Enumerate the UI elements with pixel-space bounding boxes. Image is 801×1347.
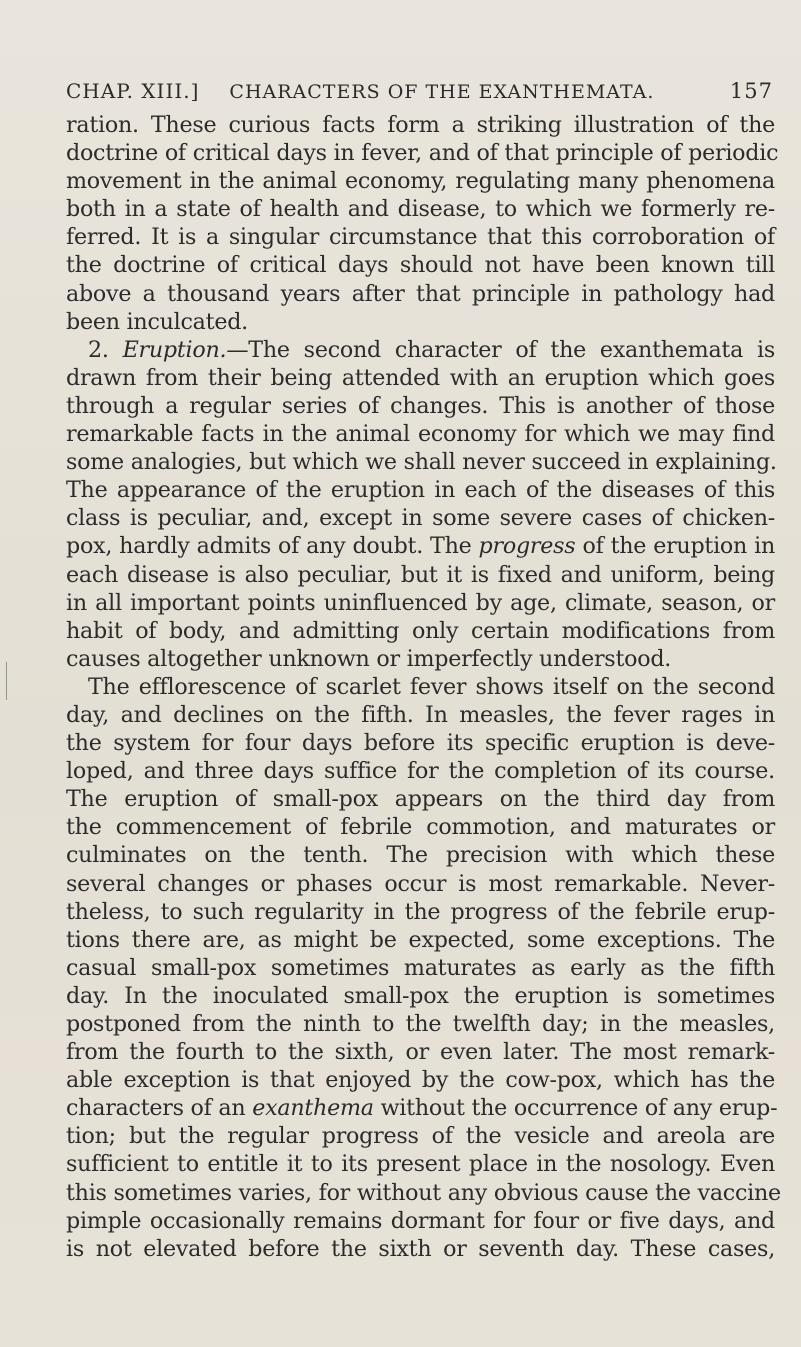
text-line: pimple occasionally remains dormant for four or five days, and	[66, 1207, 775, 1234]
text-fragment: pox, hardly admits of any doubt. The	[66, 533, 479, 560]
italic-word: exanthema	[252, 1095, 374, 1122]
text-line: loped, and three days suffice for the completion of its course.	[66, 758, 775, 785]
text-line: each disease is also peculiar, but it is fixed and uniform, being	[66, 561, 775, 588]
text-line	[66, 336, 775, 364]
text-line: postponed from the ninth to the twelfth day; in the measles,	[66, 1011, 775, 1037]
text-line: tions there are, as might be expected, some exceptions. The	[66, 926, 775, 953]
page-number: 157	[729, 79, 773, 103]
text-line: The eruption of small-pox appears on the third day from	[66, 786, 775, 813]
paragraph-3	[66, 673, 781, 1263]
text-line	[66, 1094, 778, 1122]
italic-word: progress	[478, 533, 576, 560]
text-line: several changes or phases occur is most remarkable. Never-	[66, 870, 775, 897]
text-line: theless, to such regularity in the progress of the febrile erup-	[66, 898, 775, 925]
text-line: some analogies, but which we shall never succeed in explaining.	[66, 449, 777, 476]
text-line: this sometimes varies, for without any obvious cause the vaccine	[66, 1179, 781, 1206]
text-line: class is peculiar, and, except in some severe cases of chicken-	[66, 505, 775, 532]
text-line: drawn from their being attended with an eruption which goes	[66, 364, 775, 391]
text-line: day, and declines on the fifth. In measles, the fever rages in	[66, 701, 775, 728]
text-line: The efflorescence of scarlet fever shows itself on the second	[88, 673, 775, 700]
text-line: tion; but the regular progress of the vesicle and areola are	[66, 1123, 775, 1150]
text-line	[66, 532, 775, 560]
paragraph-2	[66, 336, 775, 673]
text-line: causes altogether unknown or imperfectly understood.	[66, 645, 672, 672]
text-line: ration. These curious facts form a striking illustration of the	[66, 112, 775, 138]
text-fragment: —The second character of the exanthemata is	[226, 336, 775, 363]
section-heading: Eruption.	[122, 336, 227, 363]
text-line: the commencement of febrile commotion, and maturates or	[66, 814, 775, 841]
text-line: through a regular series of changes. This is another of those	[66, 392, 775, 419]
text-line: from the fourth to the sixth, or even later. The most remark-	[66, 1039, 775, 1066]
text-line: in all important points uninfluenced by age, climate, season, or	[66, 589, 775, 616]
chapter-label: CHAP. XIII.]	[66, 79, 200, 103]
text-line: doctrine of critical days in fever, and of that principle of periodic	[66, 140, 779, 167]
text-line: been inculcated.	[66, 308, 248, 335]
text-fragment: characters of an	[66, 1095, 253, 1122]
text-line: remarkable facts in the animal economy for which we may find	[66, 421, 775, 448]
text-fragment: without the occurrence of any erup-	[373, 1095, 778, 1122]
text-line: The appearance of the eruption in each of the diseases of this	[66, 477, 775, 504]
text-line: ferred. It is a singular circumstance that this corroboration of	[66, 224, 775, 251]
text-line: culminates on the tenth. The precision with which these	[66, 842, 775, 869]
text-line: sufficient to entitle it to its present place in the nosology. Even	[66, 1151, 775, 1178]
running-header	[66, 79, 773, 109]
margin-mark	[6, 662, 7, 700]
text-line: day. In the inoculated small-pox the eruption is sometimes	[66, 982, 775, 1009]
page-body	[66, 111, 781, 1263]
section-number: 2.	[88, 336, 123, 363]
text-fragment: of the eruption in	[575, 533, 775, 560]
text-line: above a thousand years after that principle in pathology had	[66, 280, 775, 307]
text-line: able exception is that enjoyed by the cow-pox, which has the	[66, 1067, 775, 1094]
text-line: the system for four days before its specific eruption is deve-	[66, 730, 775, 757]
text-line: movement in the animal economy, regulating many phenomena	[66, 168, 775, 195]
text-line: the doctrine of critical days should not have been known till	[66, 252, 775, 279]
text-line: habit of body, and admitting only certain modifications from	[66, 617, 775, 644]
text-line: both in a state of health and disease, to which we formerly re-	[66, 196, 775, 223]
running-title: CHARACTERS OF THE EXANTHEMATA.	[229, 81, 655, 103]
paragraph-1	[66, 111, 779, 336]
text-line: is not elevated before the sixth or seventh day. These cases,	[66, 1235, 775, 1262]
text-line: casual small-pox sometimes maturates as early as the fifth	[66, 954, 775, 981]
